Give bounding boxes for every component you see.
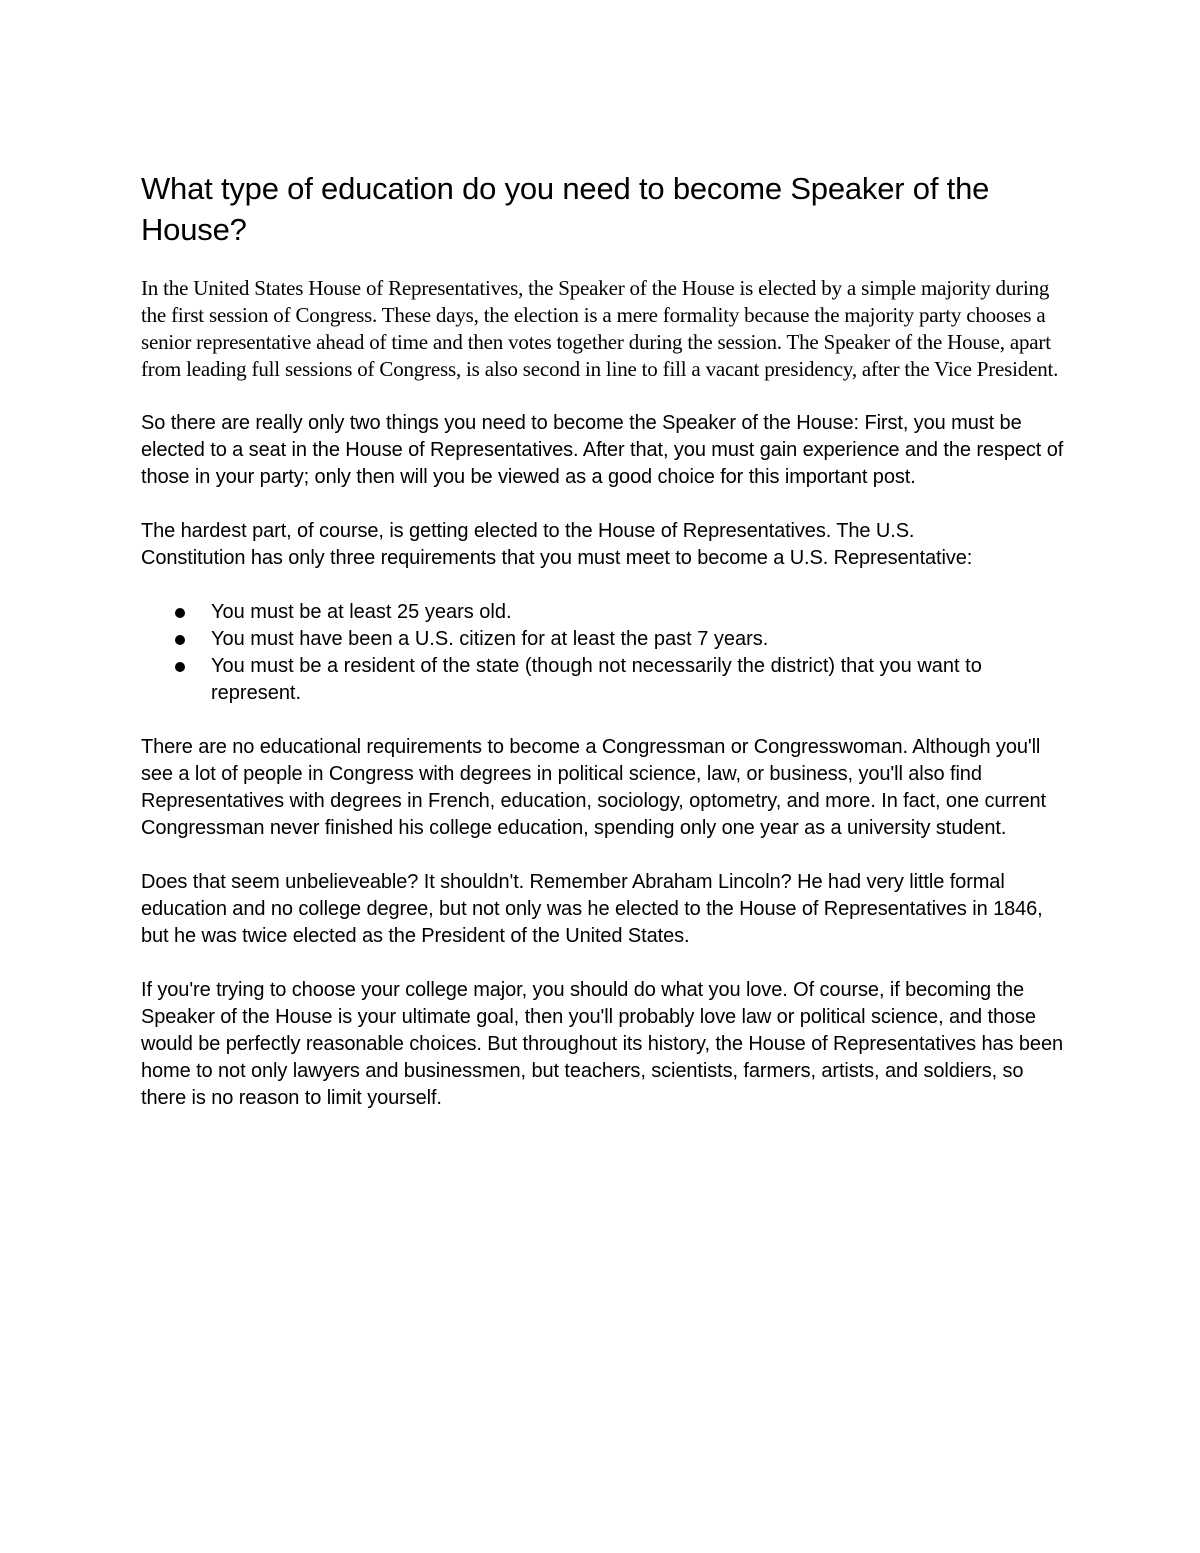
- list-item: [141, 653, 1011, 707]
- paragraph-two: So there are really only two things you need to become the Speaker of the House: First, you must be elected to a seat in the House of Representatives. After that, you must gain experience and the respect of those in your party; only then will you be viewed as a good choice for this important post.: [141, 412, 1064, 488]
- paragraph-three: The hardest part, of course, is getting elected to the House of Representatives. The U.S. Constitution has only three requirements that you must meet to become a U.S. Representative:: [141, 520, 973, 569]
- bullet-icon: [175, 608, 185, 618]
- list-item: [141, 599, 1011, 626]
- list-item: [141, 626, 1011, 653]
- document-page: [141, 168, 1071, 1139]
- paragraph-five: Does that seem unbelieveable? It shouldn't. Remember Abraham Lincoln? He had very little formal education and no college degree, but not only was he elected to the House of Representatives in 1846, but he was twice elected as the President of the United States.: [141, 871, 1043, 947]
- requirements-list: [141, 599, 1071, 707]
- bullet-icon: [175, 662, 185, 672]
- paragraph-six: If you're trying to choose your college major, you should do what you love. Of course, if becoming the Speaker of the House is your ultimate goal, then you'll probably love law or political science, and those would be perfectly reasonable choices. But throughout its history, the House of Representatives has been home to not only lawyers and businessmen, but teachers, scientists, farmers, artists, and soldiers, so there is no reason to limit yourself.: [141, 979, 1064, 1109]
- paragraph-four: There are no educational requirements to become a Congressman or Congresswoman. Although you'll see a lot of people in Congress with degrees in political science, law, or business, you'll also find Representatives with degrees in French, education, sociology, optometry, and more. In fact, one current Congressman never finished his college education, spending only one year as a university student.: [141, 736, 1046, 839]
- bullet-icon: [175, 635, 185, 645]
- list-item-text: You must be at least 25 years old.: [211, 601, 512, 623]
- intro-paragraph: In the United States House of Representatives, the Speaker of the House is elected by a simple majority during the first session of Congress. These days, the election is a mere formality because the majority party chooses a senior representative ahead of time and then votes together during the session. The Speaker of the House, apart from leading full sessions of Congress, is also second in line to fill a vacant presidency, after the Vice President.: [141, 276, 1059, 381]
- list-item-text: You must be a resident of the state (though not necessarily the district) that you want to represent.: [211, 655, 982, 704]
- list-item-text: You must have been a U.S. citizen for at least the past 7 years.: [211, 628, 769, 650]
- document-title: What type of education do you need to become Speaker of the House?: [141, 171, 990, 247]
